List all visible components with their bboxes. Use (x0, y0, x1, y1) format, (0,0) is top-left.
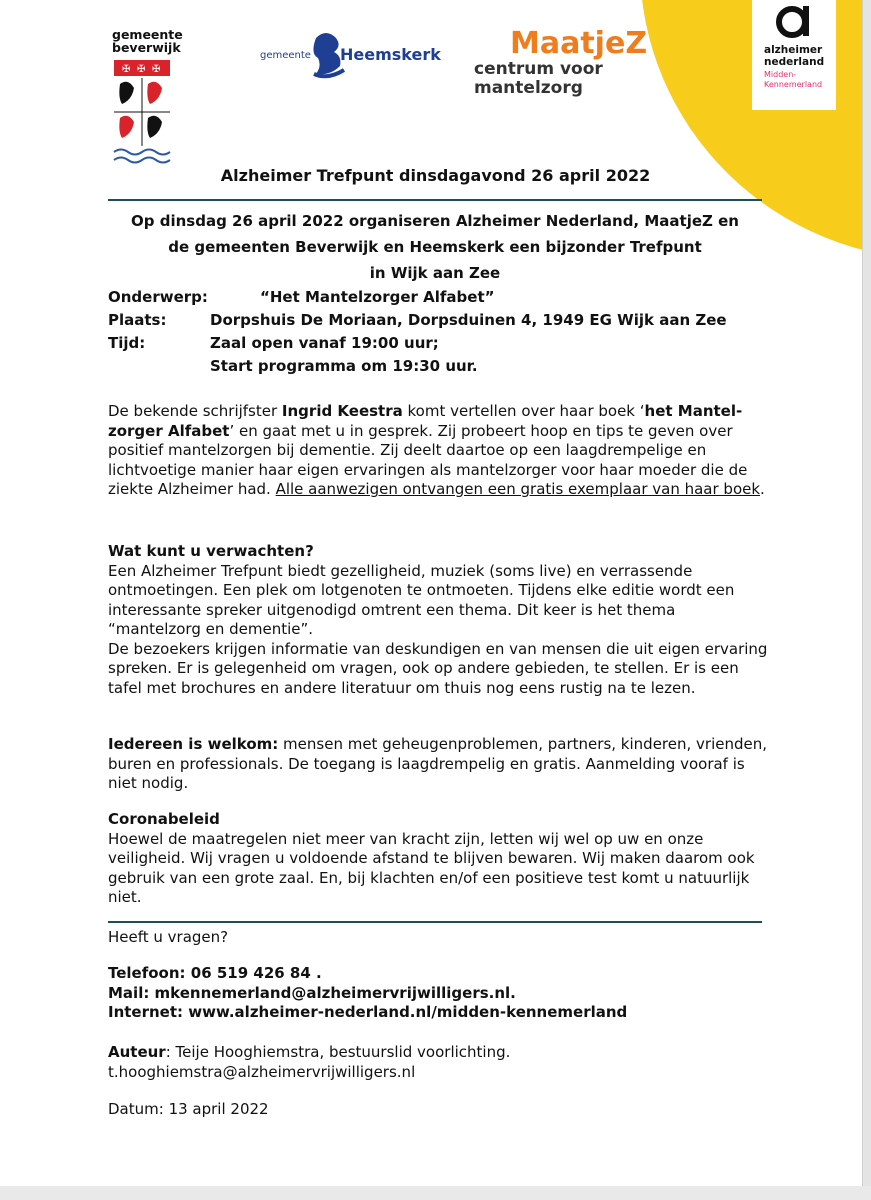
contact-block (108, 964, 627, 1023)
divider-top (108, 199, 762, 201)
beverwijk-logo-text: gemeente beverwijk (112, 27, 183, 55)
logo-alzheimer-nederland (752, 0, 836, 110)
paragraph-visitors: De bezoekers krijgen informatie van deskundigen en van mensen die uit eigen ervaring spreken. Er is gelegenheid om vragen, ook op andere gebieden, te stellen. Er is een tafel met brochures en andere literatuur om thuis nog eens rustig na te lezen. (108, 639, 768, 697)
page-title: Alzheimer Trefpunt dinsdagavond 26 april 2022 (220, 166, 651, 185)
heemskerk-name: Heemskerk (340, 45, 441, 64)
intro-line1: Op dinsdag 26 april 2022 organiseren Alzheimer Nederland, MaatjeZ en (131, 212, 739, 230)
alzheimer-a-icon (774, 0, 814, 42)
intro-line3: in Wijk aan Zee (369, 264, 501, 282)
p1-text-a: De bekende schrijfster (108, 402, 282, 420)
alz-name-line2: nederland (764, 56, 825, 68)
paragraph-corona: Hoewel de maatregelen niet meer van kracht zijn, letten wij wel op uw en onze veiligheid. Wij vragen u voldoende afstand te blijven bewaren. Wij maken daarom ook gebruik van een grote zaal. En, bij klachten en/of een positieve test komt u natuurlijk niet. (108, 829, 755, 906)
welcome-label: Iedereen is welkom: (108, 735, 279, 753)
onderwerp-value: “Het Mantelzorger Alfabet” (260, 288, 495, 306)
paragraph-book (108, 402, 768, 500)
page-bottom-edge (0, 1186, 871, 1200)
contact-internet[interactable]: Internet: www.alzheimer-nederland.nl/midden-kennemerland (108, 1003, 628, 1021)
svg-text:✠: ✠ (152, 64, 161, 75)
heemskerk-prefix: gemeente (260, 50, 311, 61)
paragraph-trefpunt: Een Alzheimer Trefpunt biedt gezelligheid, muziek (soms live) en verrassende ontmoetingen. Een plek om lotgenoten te ontmoeten. Tijdens elke editie wordt een interessante spreker uitgenodigd omtrent een thema. Dit keer is het thema “mantelzorg en dementie”. (108, 561, 735, 638)
alz-name (764, 44, 824, 68)
p1-text-b: komt vertellen over haar boek ‘ (402, 402, 645, 420)
alz-region-line2: Kennemerland (764, 80, 823, 89)
plaats-value: Dorpshuis De Moriaan, Dorpsduinen 4, 1949 EG Wijk aan Zee (210, 311, 727, 329)
logo-maatjez (472, 28, 652, 98)
p1-text-c: ’ en gaat met u in gesprek. Zij probeert hoop en tips te geven over positief mantelzorgen bij dementie. Zij deelt daartoe op een laagdrempelige en lichtvoetige manier haar eigen ervaringen als mantelzorger voor haar moeder die de ziekte Alzheimer had. (108, 421, 748, 498)
field-onderwerp (108, 288, 495, 306)
tijd-value2: Start programma om 19:30 uur. (210, 357, 478, 375)
author-name: Ingrid Keestra (281, 402, 403, 420)
alz-region-line1: Midden- (764, 70, 797, 79)
maatjez-line1: centrum voor (474, 59, 603, 79)
author-value: : Teije Hooghiemstra, bestuurslid voorlichting. (165, 1043, 511, 1061)
maatjez-line2: mantelzorg (474, 78, 583, 98)
svg-text:✠: ✠ (122, 64, 131, 75)
book-title: het Mantel-zorger Alfabet (108, 402, 743, 440)
intro-line2: de gemeenten Beverwijk en Heemskerk een bijzonder Trefpunt (168, 238, 702, 256)
author-line (108, 1043, 768, 1063)
plaats-label: Plaats: (108, 311, 167, 329)
section-heading-corona: Coronabeleid (108, 810, 220, 828)
welcome-text: mensen met geheugenproblemen, partners, kinderen, vrienden, buren en professionals. De toegang is laagdrempelig en gratis. Aanmelding vooraf is niet nodig. (108, 735, 767, 792)
author-email[interactable]: t.hooghiemstra@alzheimervrijwilligers.nl (108, 1062, 416, 1081)
tijd-value1: Zaal open vanaf 19:00 uur; (210, 334, 439, 352)
section-corona (108, 810, 768, 908)
author-block (108, 1043, 768, 1082)
alz-name-line1: alzheimer (764, 44, 823, 56)
maatjez-name: MaatjeZ (510, 26, 648, 61)
svg-text:✠: ✠ (137, 64, 146, 75)
intro-block (95, 208, 775, 286)
contact-mail[interactable]: Mail: mkennemerland@alzheimervrijwilligers.nl. (108, 983, 516, 1002)
alz-region (764, 70, 822, 90)
section-heading-expectations: Wat kunt u verwachten? (108, 542, 314, 560)
date-line: Datum: 13 april 2022 (108, 1100, 269, 1118)
onderwerp-label: Onderwerp: (108, 288, 208, 306)
author-label: Auteur (108, 1043, 166, 1061)
field-tijd (108, 334, 439, 352)
free-book-note: Alle aanwezigen ontvangen een gratis exemplaar van haar boek (275, 480, 761, 498)
section-expectations (108, 542, 768, 698)
p1-end: . (760, 480, 765, 498)
divider-bottom (108, 921, 762, 923)
tijd-label: Tijd: (108, 334, 146, 352)
field-plaats (108, 311, 727, 329)
paragraph-welcome (108, 735, 768, 794)
questions-line: Heeft u vragen? (108, 928, 229, 946)
contact-phone: Telefoon: 06 519 426 84 . (108, 964, 322, 982)
logo-gemeente-beverwijk (112, 27, 183, 174)
beverwijk-shield-icon (112, 60, 172, 170)
